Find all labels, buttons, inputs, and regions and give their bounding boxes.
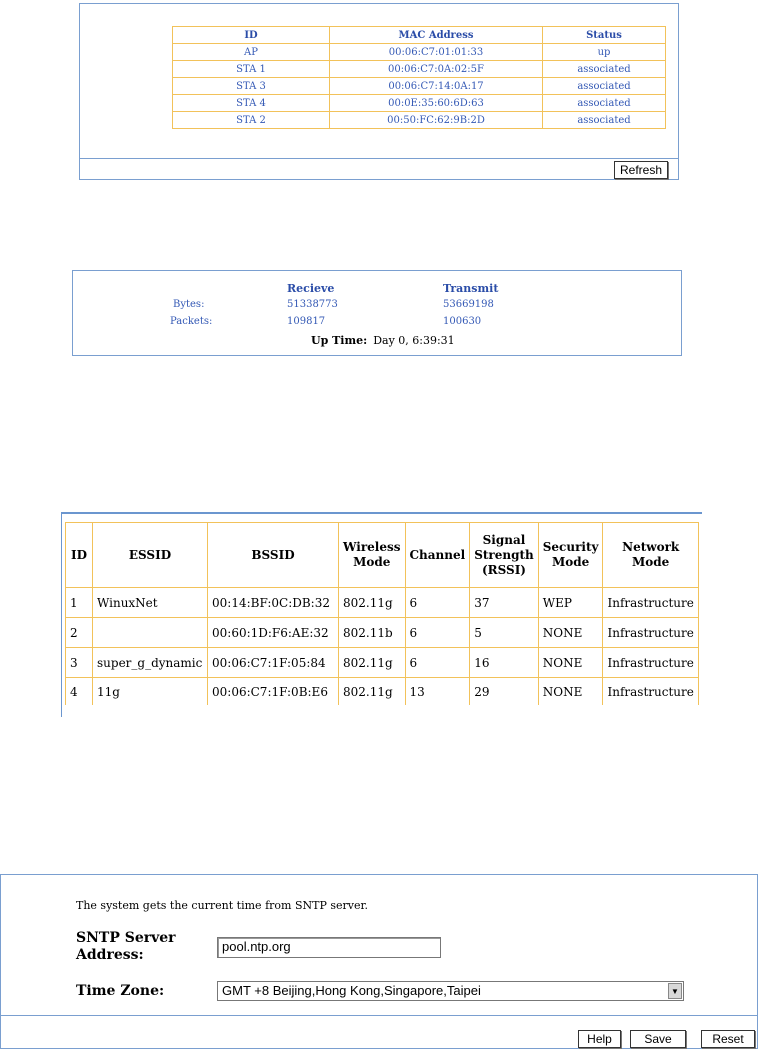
survey-network-mode: Infrastructure	[603, 618, 698, 648]
site-survey-table	[65, 522, 699, 705]
survey-security: NONE	[538, 678, 603, 706]
station-mac: 00:50:FC:62:9B:2D	[330, 112, 543, 129]
timezone-select[interactable]	[217, 981, 684, 1001]
survey-essid	[93, 618, 208, 648]
survey-network-mode: Infrastructure	[603, 678, 698, 706]
survey-id: 1	[66, 588, 93, 618]
uptime-label: Up Time:	[311, 334, 368, 347]
survey-wireless-mode: 802.11b	[339, 618, 406, 648]
help-button[interactable]: Help	[578, 1030, 621, 1048]
table-row	[173, 112, 666, 129]
sntp-server-label-line1: SNTP Server	[76, 930, 176, 946]
column-header-channel: Channel	[405, 523, 470, 588]
divider	[1, 1015, 757, 1016]
survey-channel: 6	[405, 618, 470, 648]
survey-essid: 11g	[93, 678, 208, 706]
column-header-mac: MAC Address	[330, 27, 543, 44]
packets-transmit-value: 100630	[443, 316, 482, 327]
transmit-header: Transmit	[443, 282, 499, 295]
station-status: associated	[543, 61, 666, 78]
column-header-security-mode: Security Mode	[538, 523, 603, 588]
survey-security: NONE	[538, 618, 603, 648]
survey-security: NONE	[538, 648, 603, 678]
bytes-label: Bytes:	[173, 299, 205, 310]
survey-security: WEP	[538, 588, 603, 618]
save-button[interactable]: Save	[630, 1030, 686, 1048]
receive-header: Recieve	[287, 282, 335, 295]
reset-button[interactable]: Reset	[701, 1030, 755, 1048]
refresh-button[interactable]: Refresh	[614, 161, 668, 179]
station-list-panel	[79, 3, 679, 180]
uptime	[311, 334, 455, 347]
station-id: STA 4	[173, 95, 330, 112]
column-header-network-mode: Network Mode	[603, 523, 698, 588]
station-mac: 00:06:C7:14:0A:17	[330, 78, 543, 95]
sntp-server-label-line2: Address:	[76, 947, 144, 963]
survey-id: 4	[66, 678, 93, 706]
site-survey-panel	[61, 512, 702, 717]
station-id: STA 3	[173, 78, 330, 95]
survey-id: 2	[66, 618, 93, 648]
packets-label: Packets:	[170, 316, 213, 327]
survey-signal: 29	[470, 678, 539, 706]
column-header-bssid: BSSID	[208, 523, 339, 588]
station-table	[172, 26, 666, 129]
station-status: associated	[543, 95, 666, 112]
station-id: AP	[173, 44, 330, 61]
sntp-server-input[interactable]: pool.ntp.org	[217, 937, 441, 958]
divider	[80, 158, 678, 159]
survey-table-header	[66, 523, 699, 588]
column-header-signal-strength: Signal Strength (RSSI)	[470, 523, 539, 588]
survey-channel: 13	[405, 678, 470, 706]
survey-signal: 16	[470, 648, 539, 678]
station-status: associated	[543, 112, 666, 129]
survey-wireless-mode: 802.11g	[339, 648, 406, 678]
sntp-panel	[0, 874, 758, 1049]
station-mac: 00:06:C7:0A:02:5F	[330, 61, 543, 78]
column-header-id: ID	[173, 27, 330, 44]
survey-id: 3	[66, 648, 93, 678]
sntp-intro-text: The system gets the current time from SNTP server.	[76, 899, 369, 912]
column-header-essid: ESSID	[93, 523, 208, 588]
table-row	[173, 95, 666, 112]
packets-receive-value: 109817	[287, 316, 326, 327]
table-row	[173, 44, 666, 61]
survey-essid: super_g_dynamic	[93, 648, 208, 678]
survey-essid: WinuxNet	[93, 588, 208, 618]
table-row[interactable]	[66, 648, 699, 678]
table-row	[173, 61, 666, 78]
survey-signal: 37	[470, 588, 539, 618]
station-id: STA 1	[173, 61, 330, 78]
station-mac: 00:0E:35:60:6D:63	[330, 95, 543, 112]
column-header-status: Status	[543, 27, 666, 44]
survey-bssid: 00:14:BF:0C:DB:32	[208, 588, 339, 618]
survey-bssid: 00:60:1D:F6:AE:32	[208, 618, 339, 648]
column-header-id: ID	[66, 523, 93, 588]
survey-wireless-mode: 802.11g	[339, 588, 406, 618]
table-row	[173, 78, 666, 95]
bytes-transmit-value: 53669198	[443, 299, 494, 310]
column-header-wireless-mode: Wireless Mode	[339, 523, 406, 588]
survey-wireless-mode: 802.11g	[339, 678, 406, 706]
survey-channel: 6	[405, 648, 470, 678]
table-row[interactable]	[66, 618, 699, 648]
station-status: up	[543, 44, 666, 61]
table-row[interactable]	[66, 588, 699, 618]
survey-channel: 6	[405, 588, 470, 618]
uptime-value: Day 0, 6:39:31	[373, 334, 455, 347]
timezone-label: Time Zone:	[76, 983, 165, 999]
traffic-stats-panel	[72, 270, 682, 356]
station-mac: 00:06:C7:01:01:33	[330, 44, 543, 61]
station-status: associated	[543, 78, 666, 95]
survey-signal: 5	[470, 618, 539, 648]
bytes-receive-value: 51338773	[287, 299, 338, 310]
station-id: STA 2	[173, 112, 330, 129]
survey-network-mode: Infrastructure	[603, 588, 698, 618]
sntp-server-label	[76, 930, 176, 964]
survey-network-mode: Infrastructure	[603, 648, 698, 678]
dropdown-arrow-icon[interactable]: ▼	[668, 983, 682, 999]
survey-bssid: 00:06:C7:1F:0B:E6	[208, 678, 339, 706]
survey-bssid: 00:06:C7:1F:05:84	[208, 648, 339, 678]
station-table-header	[173, 27, 666, 44]
table-row[interactable]	[66, 678, 699, 706]
timezone-selected-value: GMT +8 Beijing,Hong Kong,Singapore,Taipei	[222, 983, 481, 998]
